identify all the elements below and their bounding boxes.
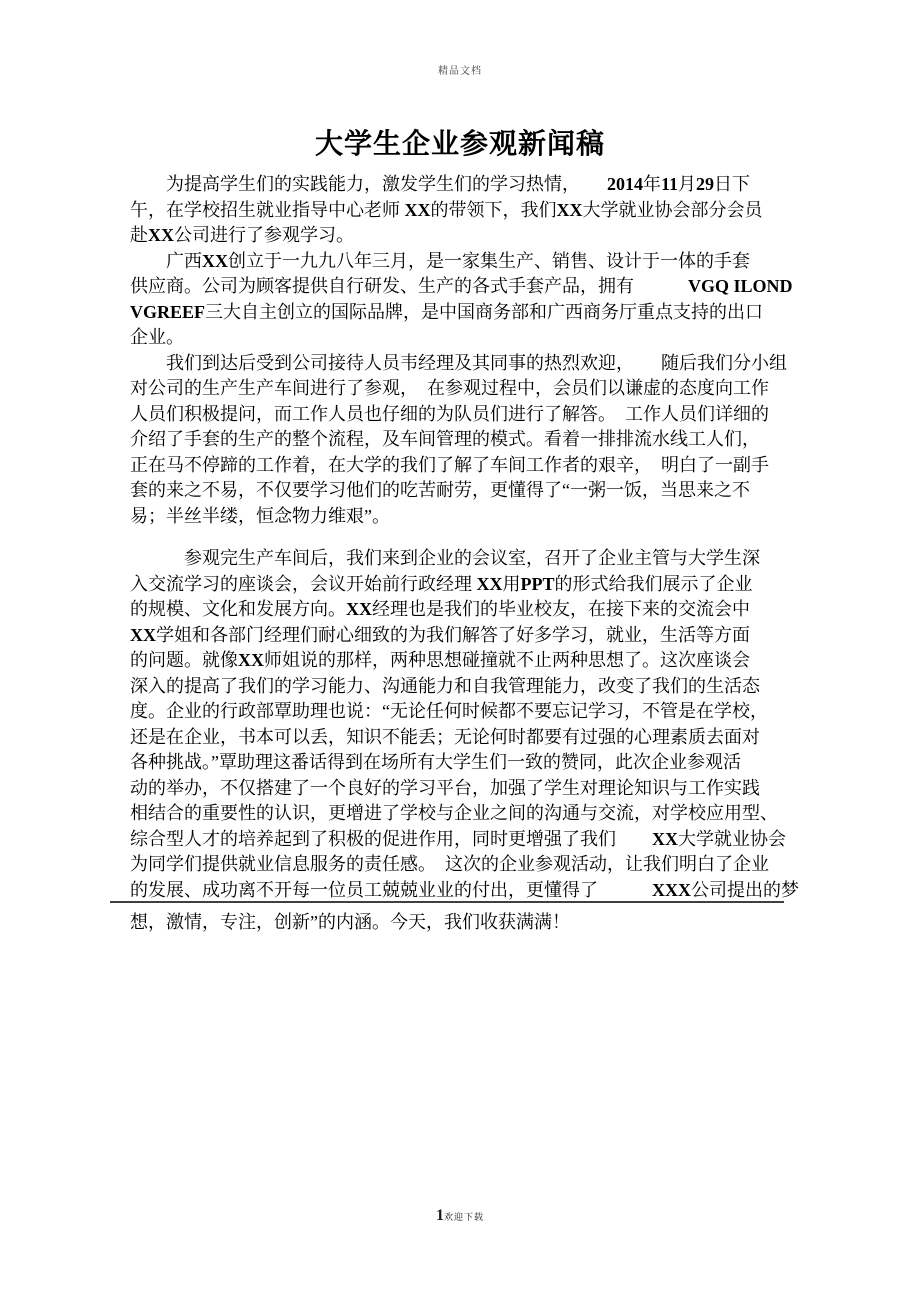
text-line: 参观完生产车间后，我们来到企业的会议室，召开了企业主管与大学生深 bbox=[130, 548, 760, 568]
text-line: 企业。 bbox=[130, 327, 184, 347]
text-line: 介绍了手套的生产的整个流程，及车间管理的模式。看着一排排流水线工人们， bbox=[130, 429, 760, 449]
text-line: 动的举办，不仅搭建了一个良好的学习平台，加强了学生对理论知识与工作实践 bbox=[130, 777, 760, 798]
text-line: 为同学们提供就业信息服务的责任感。 这次的企业参观活动，让我们明白了企业 bbox=[130, 854, 769, 874]
page-number: 1 bbox=[435, 1207, 444, 1224]
page-title: 大学生企业参观新闻稿 bbox=[314, 128, 605, 160]
text-line: 深入的提高了我们的学习能力、沟通能力和自我管理能力，改变了我们的生活态 bbox=[130, 675, 760, 696]
text-line: 相结合的重要性的认识，更增进了学校与企业之间的沟通与交流，对学校应用型、 bbox=[130, 803, 778, 823]
text-line: 为提高学生们的实践能力，激发学生们的学习热情， 2014年11月29日下 bbox=[130, 174, 751, 194]
text-line: 正在马不停蹄的工作着，在大学的我们了解了车间工作者的艰辛， 明白了一副手 bbox=[130, 454, 769, 475]
text-line: 易；半丝半缕，恒念物力维艰”。 bbox=[130, 505, 390, 526]
text-line: 的问题。就像XX师姐说的那样，两种思想碰撞就不止两种思想了。这次座谈会 bbox=[130, 650, 750, 670]
header-note: 精品文档 bbox=[438, 66, 482, 77]
text-line: 供应商。公司为顾客提供自行研发、生产的各式手套产品，拥有 VGQ ILOND bbox=[130, 276, 793, 296]
text-line: XX学姐和各部门经理们耐心细致的为我们解答了好多学习，就业，生活等方面 bbox=[130, 624, 750, 645]
horizontal-divider bbox=[110, 901, 784, 903]
text-line: 想，激情，专注，创新”的内涵。今天，我们收获满满！ bbox=[130, 912, 570, 932]
text-line: 入交流学习的座谈会，会议开始前行政经理 XX用PPT的形式给我们展示了企业 bbox=[130, 573, 753, 594]
text-line: 赴XX公司进行了参观学习。 bbox=[130, 225, 354, 245]
text-line: 对公司的生产生产车间进行了参观， 在参观过程中，会员们以谦虚的态度向工作 bbox=[130, 378, 769, 398]
text-line: 的规模、文化和发展方向。XX经理也是我们的毕业校友，在接下来的交流会中 bbox=[130, 599, 750, 619]
footer-note: 欢迎下载 bbox=[443, 1212, 484, 1222]
text-line: VGREEF三大自主创立的国际品牌，是中国商务部和广西商务厅重点支持的出口 bbox=[130, 301, 764, 322]
text-line: 的发展、成功离不开每一位员工兢兢业业的付出，更懂得了 XXX公司提出的梦 bbox=[130, 879, 799, 900]
text-line: 午，在学校招生就业指导中心老师 XX的带领下，我们XX大学就业协会部分会员 bbox=[130, 199, 763, 220]
paragraph bbox=[130, 172, 792, 249]
text-line: 综合型人才的培养起到了积极的促进作用，同时更增强了我们 XX大学就业协会 bbox=[130, 828, 786, 849]
paragraph bbox=[130, 546, 799, 936]
text-line: 广西XX创立于一九九八年三月，是一家集生产、销售、设计于一体的手套 bbox=[130, 250, 750, 271]
text-line: 还是在企业，书本可以丢，知识不能丢；无论何时都要有过强的心理素质去面对 bbox=[130, 726, 760, 747]
text-line: 人员们积极提问，而工作人员也仔细的为队员们进行了解答。 工作人员们详细的 bbox=[130, 403, 769, 424]
document-body bbox=[130, 172, 799, 936]
page-footer bbox=[0, 1207, 920, 1225]
paragraph bbox=[130, 351, 792, 530]
text-line: 度。企业的行政部覃助理也说：“无论任何时候都不要忘记学习，不管是在学校， bbox=[130, 701, 768, 721]
text-line: 套的来之不易，不仅要学习他们的吃苦耐劳，更懂得了“一粥一饭，当思来之不 bbox=[130, 480, 750, 500]
text-line: 各种挑战。”覃助理这番话得到在场所有大学生们一致的赞同，此次企业参观活 bbox=[130, 752, 741, 772]
text-line: 我们到达后受到公司接待人员韦经理及其同事的热烈欢迎， 随后我们分小组 bbox=[130, 352, 787, 373]
paragraph bbox=[130, 249, 792, 351]
